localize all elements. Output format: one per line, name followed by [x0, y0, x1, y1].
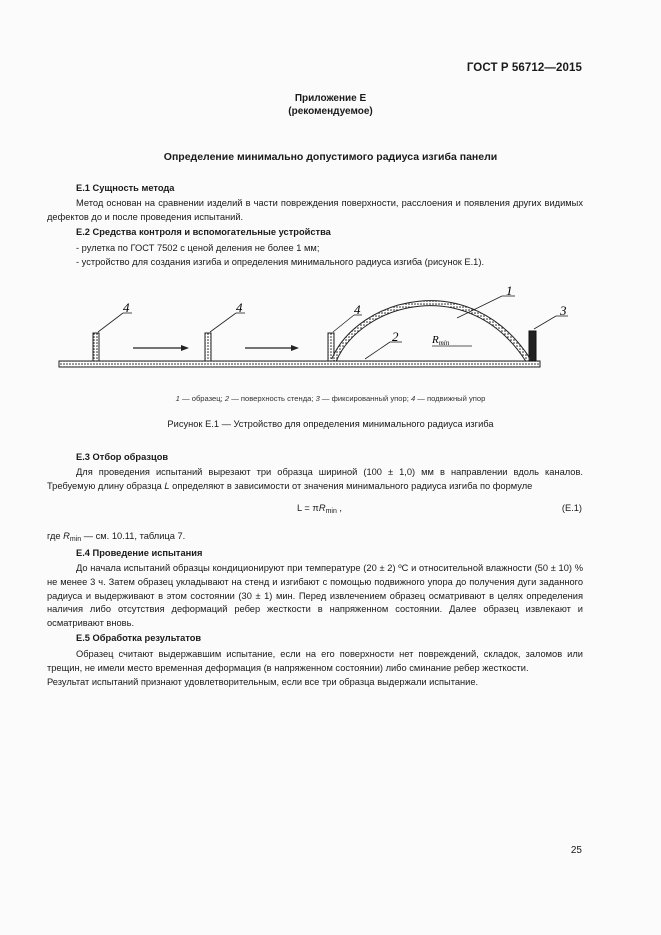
- paragraph: Результат испытаний признают удовлетворительным, если все три образца выдержали испытание.: [47, 676, 479, 687]
- label-4: 4: [123, 300, 130, 315]
- label-r: R: [432, 334, 439, 346]
- label-1: 1: [506, 283, 513, 298]
- move-arrow-1: [133, 345, 189, 351]
- text-run: определяют в зависимости от значения минимального радиуса изгиба по формуле: [169, 480, 533, 491]
- section-text-e5: [47, 648, 583, 689]
- legend-text: — фиксированный упор;: [319, 394, 411, 403]
- move-arrow-2: [245, 345, 299, 351]
- label-2: 2: [392, 329, 399, 344]
- legend-text: — поверхность стенда;: [229, 394, 316, 403]
- paragraph: [47, 530, 583, 547]
- annex-subtitle: (рекомендуемое): [288, 106, 373, 117]
- formula-tail: ,: [336, 503, 343, 513]
- figure-caption: Рисунок Е.1 — Устройство для определения минимального радиуса изгиба: [167, 419, 494, 429]
- movable-stop-2: [205, 333, 211, 361]
- leader-line: [534, 316, 556, 329]
- page-number: 25: [570, 845, 582, 856]
- list-item: - устройство для создания изгиба и определения минимального радиуса изгиба (рисунок Е.1).: [76, 257, 485, 267]
- text-run: — см. 10.11, таблица 7.: [81, 531, 186, 541]
- section-text-e3: [47, 466, 583, 494]
- formula-number: (Е.1): [561, 503, 582, 513]
- figure-legend: [0, 394, 661, 403]
- text-run: где: [47, 531, 64, 541]
- stand-surface: [59, 361, 540, 367]
- bent-sample-outline: [334, 303, 528, 360]
- legend-text: — образец;: [179, 394, 225, 403]
- label-3: 3: [560, 303, 567, 318]
- section-text-e1: [47, 197, 583, 225]
- variable-l: L: [164, 480, 170, 491]
- section-heading-e1: Е.1 Сущность метода: [76, 183, 175, 193]
- label-min: min: [438, 339, 450, 347]
- annex-heading: [0, 92, 661, 118]
- movable-stop-1: [93, 333, 99, 361]
- where-r: R: [63, 531, 70, 541]
- section-heading-e4: Е.4 Проведение испытания: [76, 548, 203, 558]
- paragraph: Образец считают выдержавшим испытание, если на его поверхности нет повреждений, складок, заломов или трещин, не имели место временная деформация (в напряженном состоянии) либо сминание ребер жесткости.: [47, 649, 583, 673]
- legend-num: 3: [315, 394, 320, 403]
- text-run: Для проведения испытаний вырезают три образца шириной (100 ± 1,0) мм в направлении вдоль каналов. Требуемую длину образца: [47, 467, 583, 491]
- annex-title: Приложение Е: [294, 93, 367, 104]
- section-heading-e2: Е.2 Средства контроля и вспомогательные устройства: [76, 227, 331, 237]
- paragraph: Метод основан на сравнении изделий в части повреждения поверхности, расслоения и появления других видимых дефектов до и после проведения испытаний.: [47, 198, 583, 222]
- leader-line: [333, 315, 354, 332]
- fixed-stop: [529, 331, 536, 361]
- formula-expression: [297, 503, 342, 515]
- label-4: 4: [354, 302, 361, 317]
- legend-num: 1: [175, 394, 180, 403]
- section-text-e4: [47, 562, 583, 631]
- where-sub: min: [69, 536, 82, 543]
- bent-sample: [334, 303, 528, 360]
- legend-num: 4: [410, 394, 416, 403]
- equipment-list: [76, 241, 583, 269]
- formula-sub: min: [325, 508, 337, 515]
- label-4: 4: [236, 300, 243, 315]
- formula-where: [47, 530, 583, 547]
- list-item: - рулетка по ГОСТ 7502 с ценой деления не более 1 мм;: [76, 243, 320, 253]
- leader-line: [365, 342, 390, 359]
- legend-text: — подвижный упор: [415, 394, 486, 403]
- bending-device-figure: [0, 270, 661, 385]
- formula-lhs: L = π: [297, 503, 319, 513]
- page-title: Определение минимально допустимого радиуса изгиба панели: [163, 151, 498, 163]
- legend-num: 2: [224, 394, 230, 403]
- label-rmin: [431, 334, 450, 347]
- leader-line: [98, 313, 123, 332]
- section-heading-e5: Е.5 Обработка результатов: [76, 633, 202, 643]
- section-heading-e3: Е.3 Отбор образцов: [76, 452, 169, 462]
- document-code: ГОСТ Р 56712—2015: [466, 62, 582, 74]
- formula-r: R: [318, 503, 326, 513]
- paragraph: [47, 466, 583, 494]
- paragraph: До начала испытаний образцы кондиционируют при температуре (20 ± 2) ºС и относительной влажности (50 ± 10) % не менее 3 ч. Затем образец укладывают на стенд и изгибают с помощью подвижного упора до получения дуги заданного радиуса и выдерживают в этом состоянии (30 ± 1) мин. Перед извлечением образец осматривают в целях определения наличия либо отсутствия деформаций ребер жесткости в напряженном состоянии. Далее образец извлекают и осматривают вновь.: [47, 563, 583, 629]
- leader-line: [210, 313, 236, 332]
